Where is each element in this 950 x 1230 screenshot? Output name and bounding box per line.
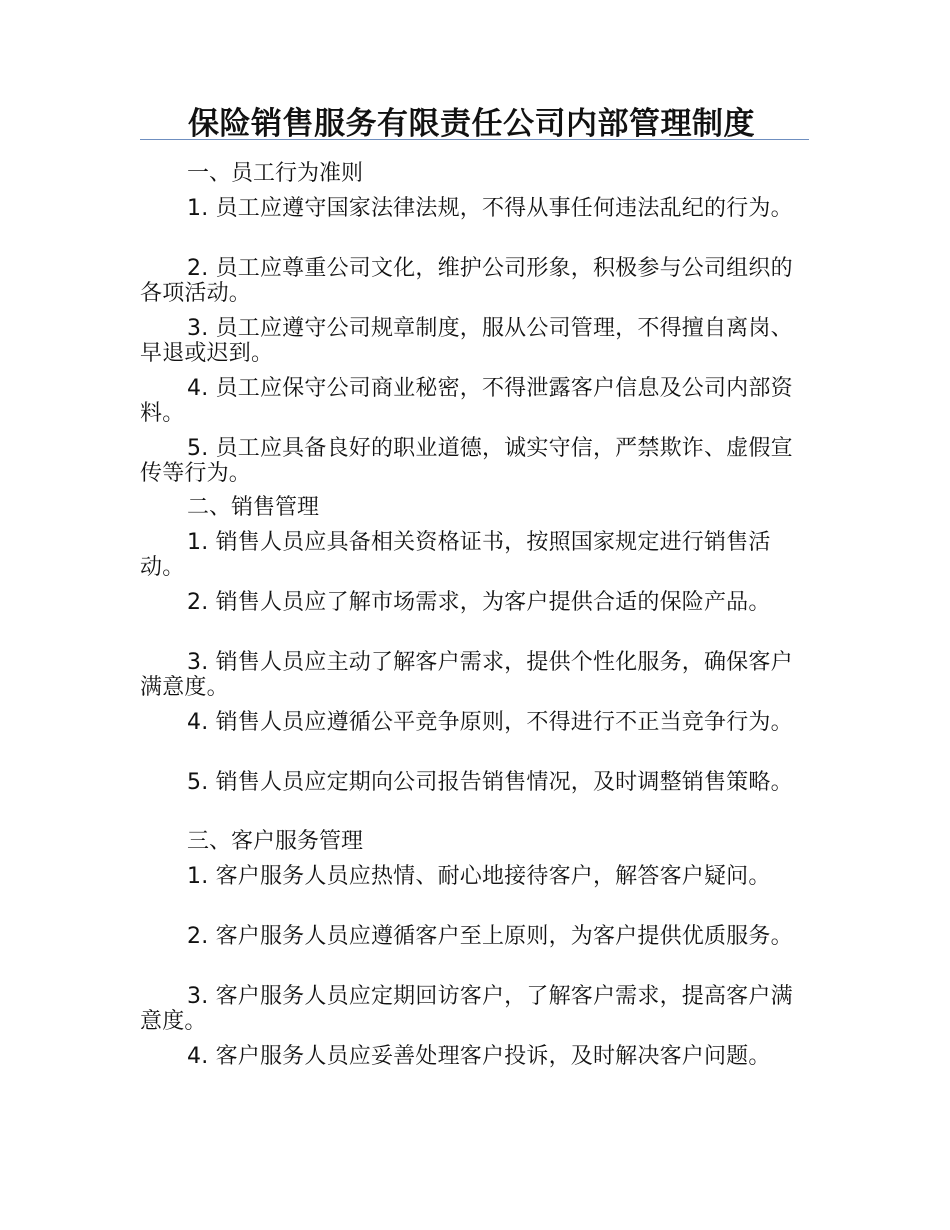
paragraph: 2. 销售人员应了解市场需求，为客户提供合适的保险产品。 bbox=[187, 590, 771, 615]
paragraph: 3. 销售人员应主动了解客户需求，提供个性化服务，确保客户满意度。 bbox=[140, 650, 793, 700]
paragraph: 3. 员工应遵守公司规章制度，服从公司管理，不得擅自离岗、早退或迟到。 bbox=[140, 316, 793, 366]
paragraph: 1. 员工应遵守国家法律法规，不得从事任何违法乱纪的行为。 bbox=[187, 196, 793, 221]
paragraph: 1. 销售人员应具备相关资格证书，按照国家规定进行销售活动。 bbox=[140, 530, 771, 580]
section-heading-sales: 二、销售管理 bbox=[187, 495, 320, 520]
paragraph: 4. 客户服务人员应妥善处理客户投诉，及时解决客户问题。 bbox=[187, 1044, 771, 1069]
document-body bbox=[140, 157, 810, 1099]
paragraph: 4. 销售人员应遵循公平竞争原则，不得进行不正当竞争行为。 bbox=[187, 710, 793, 735]
paragraph: 5. 员工应具备良好的职业道德，诚实守信，严禁欺诈、虚假宣传等行为。 bbox=[140, 436, 793, 486]
paragraph: 2. 员工应尊重公司文化，维护公司形象，积极参与公司组织的各项活动。 bbox=[140, 256, 793, 306]
section-heading-customer-service: 三、客户服务管理 bbox=[187, 829, 364, 854]
paragraph: 3. 客户服务人员应定期回访客户，了解客户需求，提高客户满意度。 bbox=[140, 984, 793, 1034]
document-title: 保险销售服务有限责任公司内部管理制度 bbox=[188, 106, 755, 142]
paragraph: 5. 销售人员应定期向公司报告销售情况，及时调整销售策略。 bbox=[187, 770, 793, 795]
paragraph: 4. 员工应保守公司商业秘密，不得泄露客户信息及公司内部资料。 bbox=[140, 376, 793, 426]
section-heading-conduct: 一、员工行为准则 bbox=[187, 161, 364, 186]
title-underline bbox=[140, 139, 809, 140]
paragraph: 2. 客户服务人员应遵循客户至上原则，为客户提供优质服务。 bbox=[187, 924, 793, 949]
paragraph: 1. 客户服务人员应热情、耐心地接待客户，解答客户疑问。 bbox=[187, 864, 771, 889]
